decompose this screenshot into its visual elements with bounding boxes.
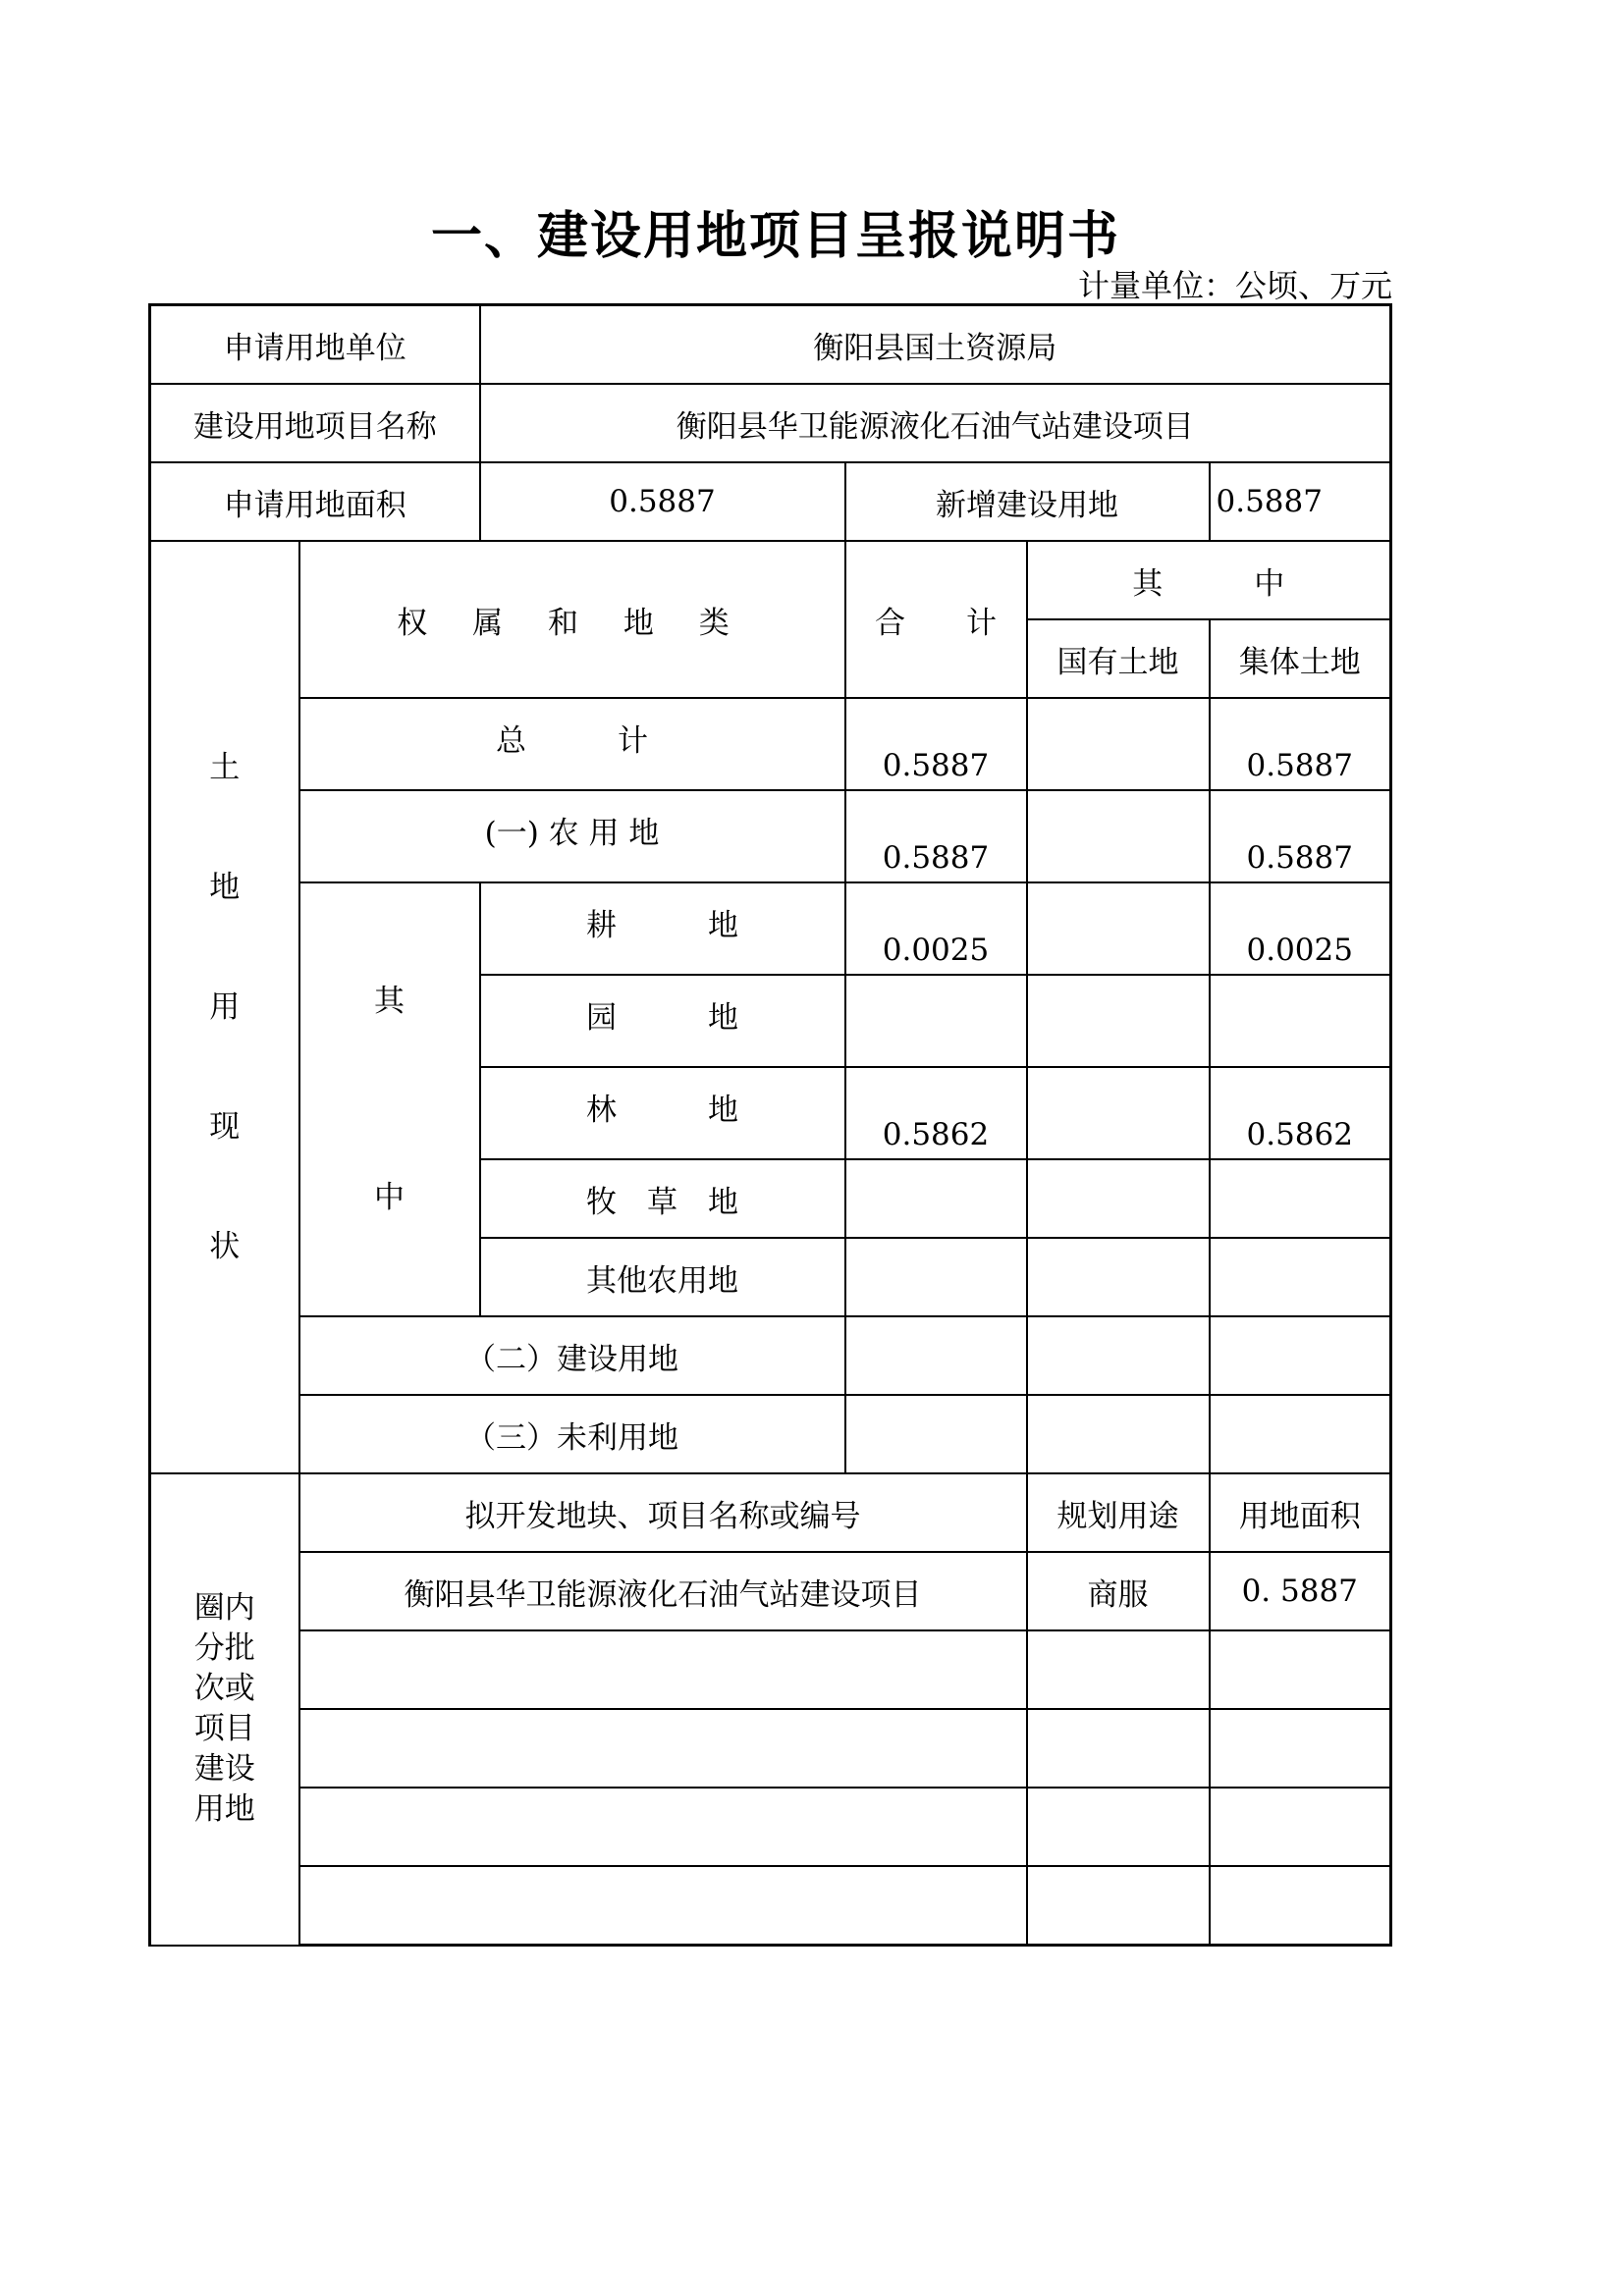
area-cell [1210,1630,1391,1709]
use-cell [1027,1709,1210,1788]
new-land-label: 新增建设用地 [845,462,1210,541]
collective-cell [1210,1159,1391,1238]
plot-name-cell [299,1866,1027,1946]
project-value: 衡阳县华卫能源液化石油气站建设项目 [480,384,1391,462]
row-label: 其他农用地 [480,1238,845,1316]
collective-cell: 0.5887 [1210,698,1391,790]
unit-note: 计量单位：公顷、万元 [1077,267,1392,304]
applicant-value: 衡阳县国土资源局 [480,305,1391,385]
state-cell [1027,1395,1210,1473]
state-cell [1027,1067,1210,1159]
area-header: 用地面积 [1210,1473,1391,1552]
table-row [150,1788,1391,1866]
state-cell [1027,790,1210,882]
area-value: 0.5887 [480,462,845,541]
project-label: 建设用地项目名称 [150,384,480,462]
state-cell [1027,882,1210,975]
row-label: (一) 农 用 地 [299,790,845,882]
plot-header: 拟开发地块、项目名称或编号 [299,1473,1027,1552]
row-label: 牧 草 地 [480,1159,845,1238]
row-label: （三）未利用地 [299,1395,845,1473]
plot-name-cell: 衡阳县华卫能源液化石油气站建设项目 [299,1552,1027,1630]
ownership-header: 权 属 和 地 类 [299,541,845,698]
land-status-section-text: 土地用现状 [209,750,241,1264]
state-land-header: 国有土地 [1027,619,1210,698]
row-label: （二）建设用地 [299,1316,845,1395]
state-cell [1027,1159,1210,1238]
area-cell [1210,1709,1391,1788]
land-status-section-label [150,541,299,1473]
total-cell [845,1395,1027,1473]
row-label: 耕 地 [480,882,845,975]
state-cell [1027,1238,1210,1316]
total-cell: 0.5862 [845,1067,1027,1159]
use-header: 规划用途 [1027,1473,1210,1552]
collective-cell: 0.5887 [1210,790,1391,882]
among-header: 其 中 [1027,541,1391,619]
land-application-table [148,303,1392,1947]
applicant-row [150,305,1391,385]
collective-cell: 0.5862 [1210,1067,1391,1159]
subgroup-label-text: 其中 [374,984,405,1215]
table-row [150,1316,1391,1395]
total-cell [845,1316,1027,1395]
area-cell: 0. 5887 [1210,1552,1391,1630]
plot-name-cell [299,1709,1027,1788]
table-row [150,1552,1391,1630]
land-status-header-row [150,541,1391,619]
use-cell: 商服 [1027,1552,1210,1630]
area-row [150,462,1391,541]
total-header: 合 计 [845,541,1027,698]
batch-header-row [150,1473,1391,1552]
total-cell [845,975,1027,1067]
use-cell [1027,1866,1210,1946]
total-cell [845,1238,1027,1316]
area-label: 申请用地面积 [150,462,480,541]
row-label: 总 计 [299,698,845,790]
state-cell [1027,975,1210,1067]
total-cell: 0.5887 [845,790,1027,882]
plot-name-cell [299,1788,1027,1866]
subgroup-label [299,882,480,1316]
collective-cell [1210,1395,1391,1473]
use-cell [1027,1630,1210,1709]
row-label: 园 地 [480,975,845,1067]
state-cell [1027,698,1210,790]
collective-land-header: 集体土地 [1210,619,1391,698]
project-row [150,384,1391,462]
collective-cell: 0.0025 [1210,882,1391,975]
applicant-label: 申请用地单位 [150,305,480,385]
table-row [150,698,1391,790]
collective-cell [1210,1316,1391,1395]
row-label: 林 地 [480,1067,845,1159]
batch-section-text: 圈内分批次或项目建设用地 [193,1590,255,1828]
collective-cell [1210,975,1391,1067]
area-cell [1210,1866,1391,1946]
total-cell: 0.0025 [845,882,1027,975]
total-cell: 0.5887 [845,698,1027,790]
area-cell [1210,1788,1391,1866]
use-cell [1027,1788,1210,1866]
collective-cell [1210,1238,1391,1316]
batch-section-label [150,1473,299,1946]
total-cell [845,1159,1027,1238]
table-row [150,882,1391,975]
table-row [150,1395,1391,1473]
table-row [150,1630,1391,1709]
table-row [150,790,1391,882]
state-cell [1027,1316,1210,1395]
document-title: 一、建设用地项目呈报说明书 [430,207,1120,266]
new-land-value: 0.5887 [1210,462,1391,541]
table-row [150,1709,1391,1788]
plot-name-cell [299,1630,1027,1709]
table-row [150,1866,1391,1946]
